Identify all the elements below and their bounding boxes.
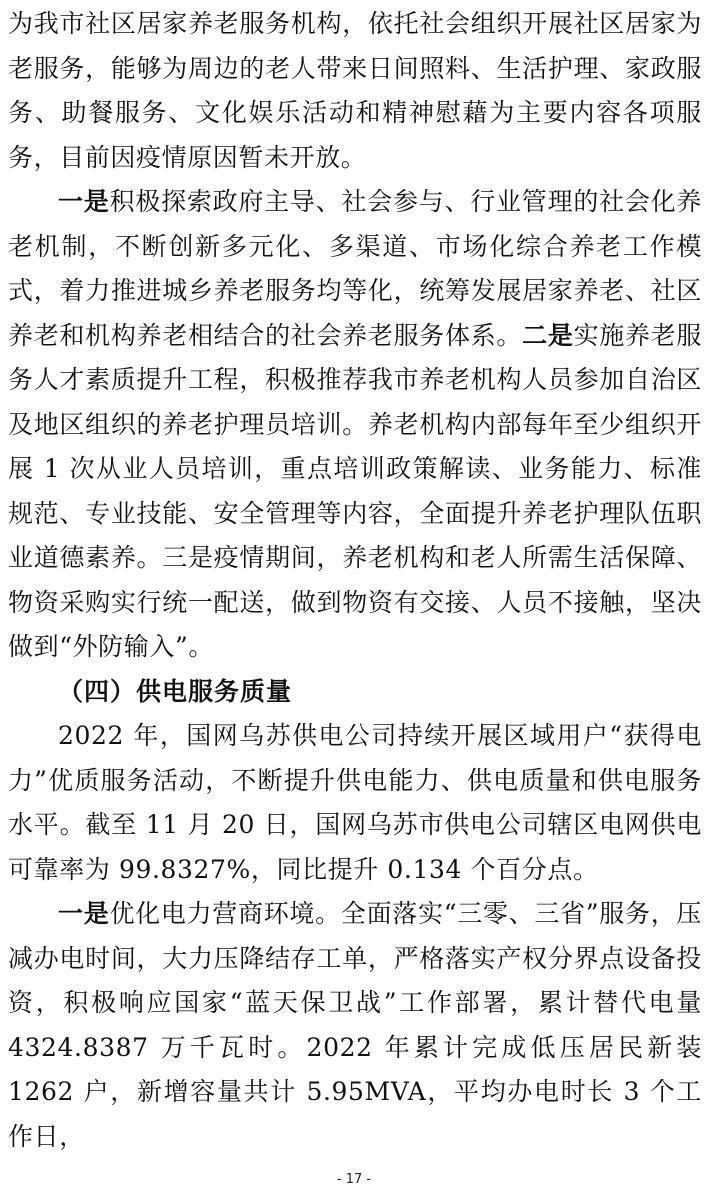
paragraph-text: 2022 年，国网乌苏供电公司持续开展区域用户“获得电力”优质服务活动，不断提升供电能力、供电质量和供电服务水平。截至 11 月 20 日，国网乌苏市供电公司辖区电网供电可靠率为 99.8327%，同比提升 0.134 个百分点。 (8, 721, 702, 884)
paragraph-text: 实施养老服务人才素质提升工程，积极推荐我市养老机构人员参加自治区及地区组织的养老护理员培训。养老机构内部每年至少组织开展 1 次从业人员培训，重点培训政策解读、业务能力、标准规范、专业技能、安全管理等内容，全面提升养老护理队伍职业道德素养。三是疫情期间，养老机构和老人所需生活保障、物资采购实行统一配送，做到物资有交接、人员不接触，坚决做到“外防输入”。 (8, 320, 702, 661)
paragraph-text: 为我市社区居家养老服务机构，依托社会组织开展社区居家为老服务，能够为周边的老人带来日间照料、生活护理、家政服务、助餐服务、文化娱乐活动和精神慰藉为主要内容各项服务，目前因疫情原因暂未开放。 (8, 9, 702, 172)
body-text (8, 2, 702, 1159)
page-number: - 17 - (336, 1172, 372, 1187)
paragraph-elderly-measures (8, 180, 702, 670)
paragraph-power-supply (8, 714, 702, 892)
section-heading: （四）供电服务质量 (58, 676, 293, 706)
item-marker-one: 一是 (58, 899, 110, 928)
paragraph-text: 优化电力营商环境。全面落实“三零、三省”服务，压减办电时间，大力压降结存工单，严格落实产权分界点设备投资，积极响应国家“蓝天保卫战”工作部署，累计替代电量 4324.8387 万千瓦时。2022 年累计完成低压居民新装 1262 户，新增容量共计 5.95MVA，平均办电时长 3 个工作日， (8, 899, 703, 1151)
paragraph-business-environment (8, 892, 702, 1159)
paragraph-elderly-services (8, 2, 702, 180)
item-marker-one: 一是 (58, 187, 110, 216)
paragraph-text: 积极探索政府主导、社会参与、行业管理的社会化养老机制，不断创新多元化、多渠道、市场化综合养老工作模式，着力推进城乡养老服务均等化，统筹发展居家养老、社区养老和机构养老相结合的社会养老服务体系。 (8, 187, 703, 350)
item-marker-two: 二是 (522, 320, 574, 350)
